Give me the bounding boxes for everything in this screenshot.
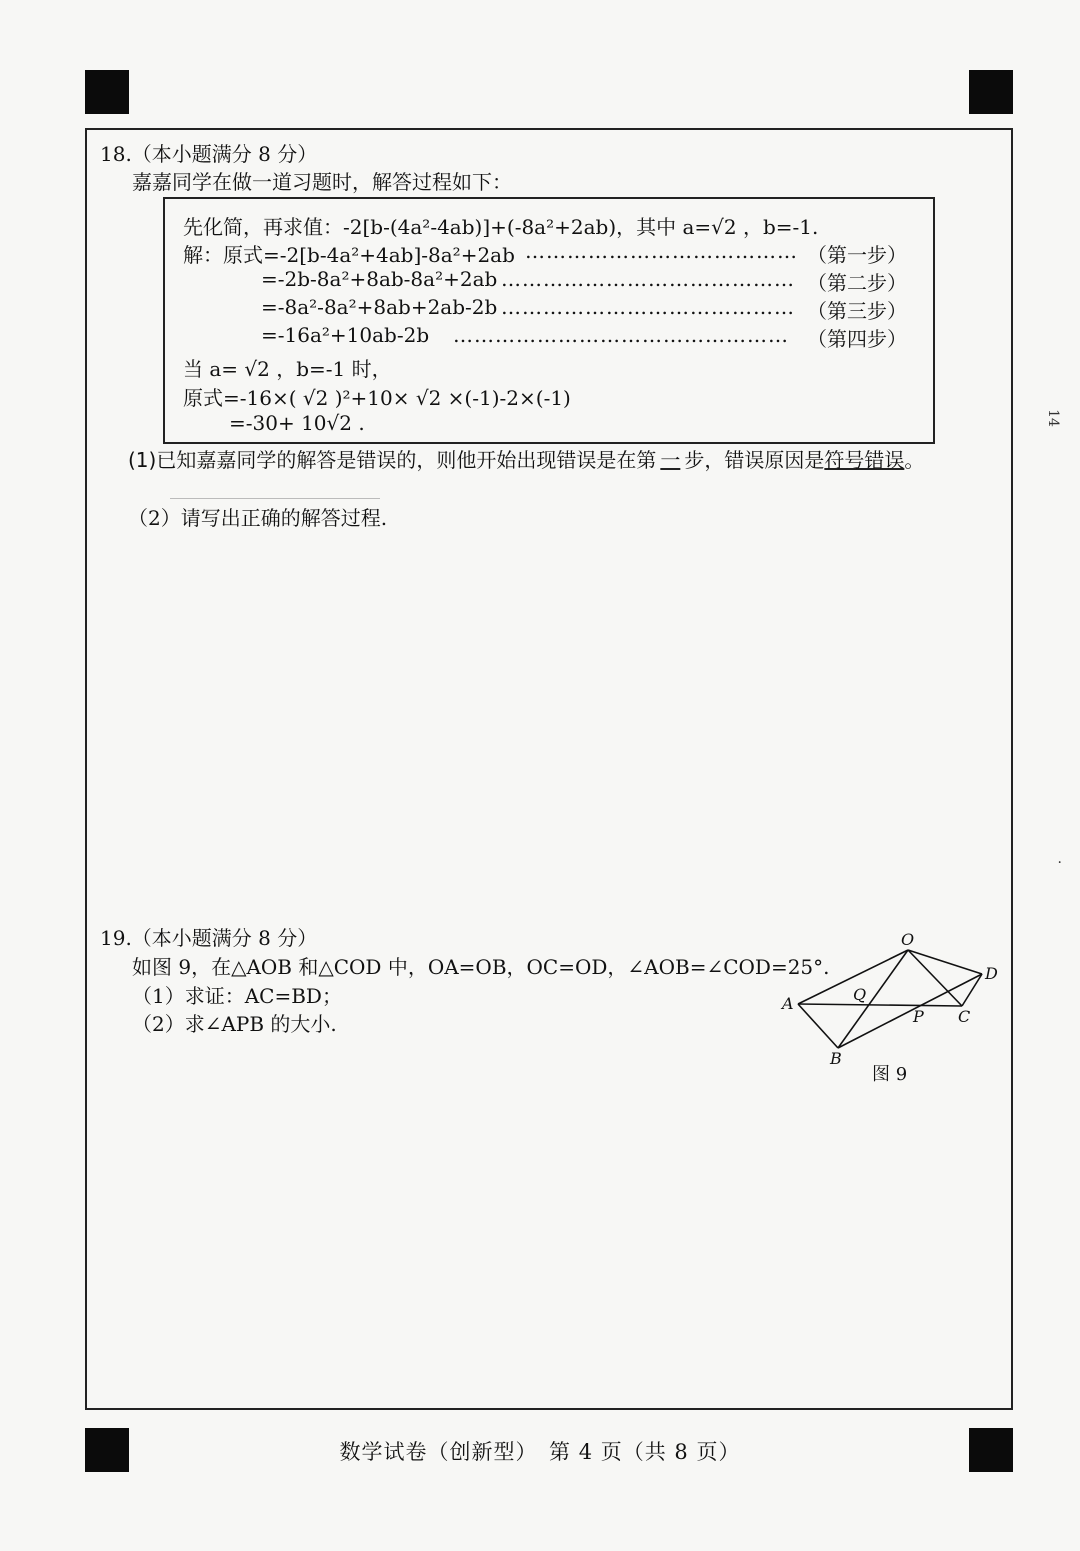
- segment-AC: [798, 1004, 962, 1006]
- registration-mark-top-left: [85, 70, 129, 114]
- q19-part1: （1）求证：AC=BD；: [132, 984, 342, 1008]
- label-B: B: [830, 1049, 842, 1068]
- q18-part1-answer-step[interactable]: 一: [660, 448, 681, 472]
- step-expr: =-2b-8a²+8ab-8a²+2ab: [261, 267, 498, 291]
- segment-AB: [798, 1004, 838, 1048]
- q18-result: =-30+ 10√2 .: [229, 411, 365, 435]
- q19-part2: （2）求∠APB 的大小.: [132, 1012, 337, 1036]
- step-label: （第三步）: [807, 299, 907, 323]
- step-label: （第二步）: [807, 271, 907, 295]
- figure-9: [780, 930, 1020, 1080]
- q18-part1-end: 。: [904, 448, 925, 472]
- q18-calc: 原式=-16×( √2 )²+10× √2 ×(-1)-2×(-1): [183, 386, 571, 410]
- step-label: （第四步）: [807, 327, 907, 351]
- q18-part1-mid: 步，错误原因是: [684, 448, 825, 472]
- answer-underline-faint: [170, 498, 380, 499]
- edge-mark-mid: ·: [1057, 855, 1062, 871]
- label-Q: Q: [853, 985, 867, 1004]
- q18-header: 18.（本小题满分 8 分）: [100, 142, 318, 166]
- q18-solution-box: [163, 197, 935, 444]
- q18-problem: 先化简，再求值：-2[b-(4a²-4ab)]+(-8a²+2ab)，其中 a=√2 ，b=-1.: [183, 215, 819, 239]
- segment-OB: [838, 950, 908, 1048]
- step-label: （第一步）: [807, 243, 907, 267]
- q18-part2: （2）请写出正确的解答过程.: [128, 506, 388, 530]
- label-A: A: [782, 994, 794, 1013]
- label-C: C: [958, 1007, 971, 1026]
- q18-step-1: [183, 239, 923, 268]
- step-dots: ……………………………………: [501, 295, 795, 319]
- q18-part1: [128, 450, 924, 470]
- step-expr: 解：原式=-2[b-4a²+4ab]-8a²+2ab: [183, 243, 515, 267]
- step-expr: =-16a²+10ab-2b: [261, 323, 430, 347]
- q18-when: 当 a= √2 ，b=-1 时，: [183, 357, 392, 381]
- step-expr: =-8a²-8a²+8ab+2ab-2b: [261, 295, 498, 319]
- q18-part1-prefix: (1)已知嘉嘉同学的解答是错误的，则他开始出现错误是在第: [128, 448, 657, 472]
- q19-header: 19.（本小题满分 8 分）: [100, 926, 318, 950]
- q18-part1-answer-reason[interactable]: 符号错误: [824, 448, 905, 472]
- page-footer: 数学试卷（创新型） 第 4 页（共 8 页）: [339, 1440, 741, 1464]
- edge-mark-top: 14: [1045, 409, 1062, 427]
- step-dots: …………………………………: [525, 239, 798, 263]
- label-P: P: [913, 1007, 924, 1026]
- q19-intro: 如图 9，在△AOB 和△COD 中，OA=OB，OC=OD，∠AOB=∠COD=25°.: [132, 955, 830, 979]
- step-dots: ……………………………………: [501, 267, 795, 291]
- label-D: D: [985, 964, 998, 983]
- registration-mark-top-right: [969, 70, 1013, 114]
- step-dots: …………………………………………: [453, 323, 789, 347]
- figure-9-caption: 图 9: [872, 1064, 908, 1085]
- label-O: O: [901, 930, 915, 949]
- q18-intro: 嘉嘉同学在做一道习题时，解答过程如下：: [132, 170, 512, 194]
